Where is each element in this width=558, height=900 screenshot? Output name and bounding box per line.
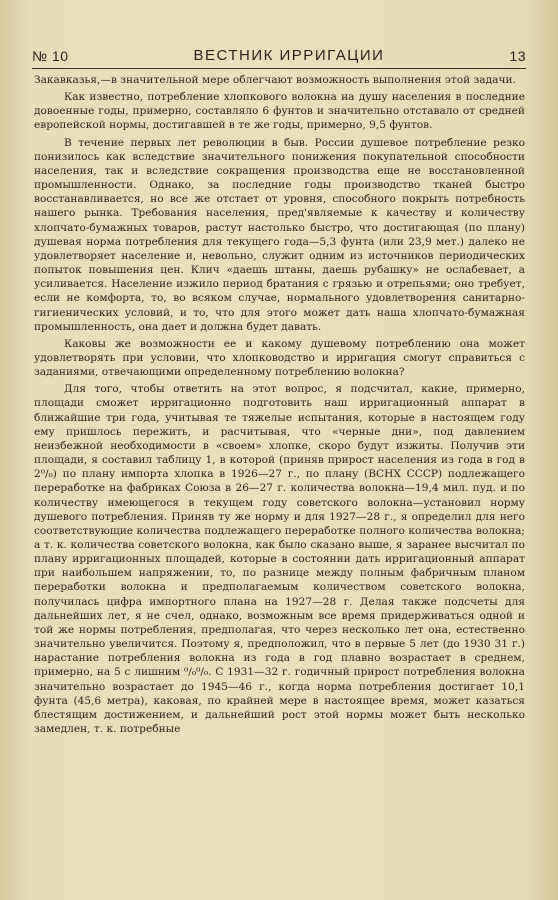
issue-number: № 10 xyxy=(32,48,69,64)
paragraph: Как известно, потребление хлопкового волокна на душу населения в последние довоенные годы, примерно, составляло 6 фунтов и значительно отставало от средней европейской нормы, достигавшей в те же годы, примерно, 9,5 фунтов. xyxy=(34,91,525,132)
paragraph: Каковы же возможности ее и какому душевому потреблению она может удовлетворять при условии, что хлопководство и ирригация смогут справиться с заданиями, отвечающими определенному потреблению волокна? xyxy=(34,337,525,379)
paragraph: Для того, чтобы ответить на этот вопрос, я подсчитал, какие, примерно, площади сможет ирригационно подготовить наш ирригационный аппарат в ближайшие три года, учитывая те тяжелые испытания, которые в настоящем году ему пришлось пережить, и расчитывая, что «черные дни», под давлением неизбежной необходимости в «своем» хлопке, скоро будут изжиты. Получив эти площади, я составил таблицу 1, в которой (приняв прирост населения из года в год в 2⁰/₀) по плану импорта хлопка в 1926—27 г., по плану (ВСНХ СССР) подлежащего переработке на фабриках Союза в 26—27 г. количества волокна—19,4 мил. пуд. и по количеству имеющегося в текущем году советского волокна—установил норму душевого потребления. Приняв ту же норму и для 1927—28 г., я определил для него соответствующие количества подлежащего переработке полного количества волокна; а т. к. количества советского волокна, как было сказано выше, я заранее высчитал по плану ирригационных площадей, которые в состоянии дать ирригационный аппарат при наибольшем напряжении, то, по разнице между полным фабричным планом переработки волокна и предполагаемым количеством советского волокна, получилась цифра импортного плана на 1927—28 г. Делая также подсчеты для дальнейших лет, я не счел, однако, возможным все время придерживаться одной и той же нормы потребления, предполагая, что через несколько лет она, естественно значительно увеличится. Поэтому я, предположил, что в первые 5 лет (до 1930 31 г.) нарастание потребления волокна из года в год плавно возрастает в среднем, примерно, на 5 с лишним ⁰/₀⁰/₀. С 1931—32 г. годичный прирост потребления волокна значительно возрастает до 1945—46 г., когда норма потребления достигает 10,1 фунта (45,6 метра), каковая, по крайней мере в настоящее время, может казаться блестящим достижением, и дальнейший рост этой нормы может быть несколько замедлен, т. к. потребные xyxy=(34,383,525,736)
journal-title: ВЕСТНИК ИРРИГАЦИИ xyxy=(193,47,385,64)
article-body xyxy=(34,73,525,739)
page-number: 13 xyxy=(509,48,526,64)
paragraph: В течение первых лет революции в быв. России душевое потребление резко понизилось как вследствие значительного понижения покупательной способности населения, так и вследствие сокращения производства еще не восстановленной промышленности. Однако, за последние годы производство тканей быстро восстанавливается, но все же отстает от уровня, способного покрыть потребность нашего рынка. Требования населения, пред'являемые к качеству и количеству хлопчато-бумажных товаров, растут настолько быстро, что достигающая (по плану) душевая норма потребления для текущего года—5,3 фунта (или 23,9 мет.) далеко не удовлетворяет население и, невольно, служит одним из источников периодических попыток повышения цен. Клич «даешь штаны, даешь рубашку» не ослабевает, а усиливается. Население изжило период братания с грязью и отрепьями; оно требует, если не комфорта, то, во всяком случае, нормального удовлетворения санитарно-гигиенических условий, и то, что для этого может дать наша хлопчато-бумажная промышленность, она дает и должна будет давать. xyxy=(34,136,525,333)
page-header xyxy=(32,36,526,69)
paragraph-continuation: Закавказья,—в значительной мере облегчают возможность выполнения этой задачи. xyxy=(34,74,516,86)
